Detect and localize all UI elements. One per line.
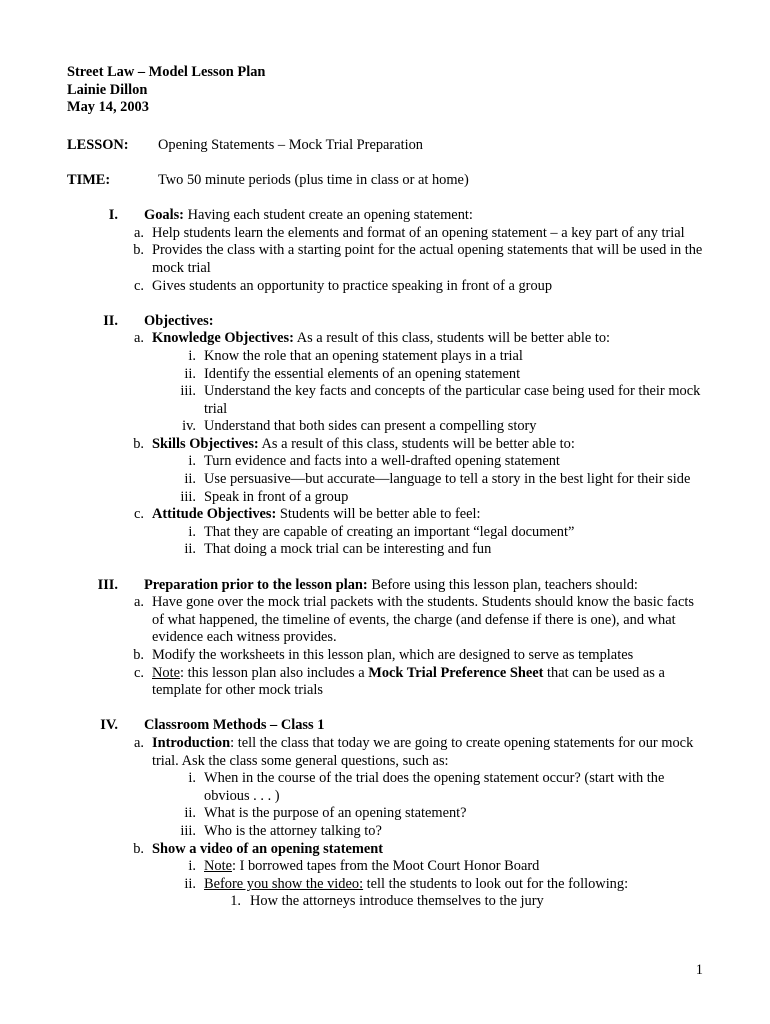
sub-list-item (67, 453, 703, 471)
time-label: TIME: (67, 171, 111, 188)
time-row (67, 172, 703, 190)
list-item (67, 330, 703, 348)
header-author-line: Lainie Dillon (67, 81, 148, 98)
section-lead-rest: Before using this lesson plan, teachers should: (367, 576, 638, 593)
sub-sub-list-item-text: How the attorneys introduce themselves to the jury (250, 893, 544, 910)
sub-list-marker: i. (188, 523, 196, 540)
sub-list-item (67, 805, 703, 823)
section-heading-text (144, 313, 703, 331)
list-item-bold-lead: Skills Objectives: (152, 435, 259, 452)
list-item-text (152, 665, 703, 700)
page-number: 1 (695, 962, 703, 978)
sub-list-marker: iii. (180, 383, 196, 400)
list-marker: b. (133, 435, 144, 452)
list-item (67, 278, 703, 296)
list-item (67, 594, 703, 647)
sub-list-marker: ii. (184, 365, 196, 382)
list-item-bold-lead: Show a video of an opening statement (152, 840, 384, 857)
list-item-rest: : tell the class that today we are going to create opening statements for our mock trial. Ask the class some general questions, such as: (152, 734, 694, 769)
sub-list-item-text: When in the course of the trial does the opening statement occur? (start with the obvious . . . ) (204, 770, 665, 804)
sub-list-item-text: What is the purpose of an opening statement? (204, 805, 467, 822)
sub-list-marker: ii. (184, 805, 196, 822)
sub-list-item-text: That they are capable of creating an important “legal document” (204, 523, 575, 540)
list-item-rest: Students will be better able to feel: (276, 506, 481, 523)
list-item-note (67, 665, 703, 700)
sub-list-marker: i. (188, 770, 196, 787)
document-header (67, 64, 703, 117)
section-marker: II. (103, 312, 118, 329)
list-item-text (152, 330, 703, 348)
sub-list-marker: iii. (180, 822, 196, 839)
section-lead-bold: Classroom Methods – Class 1 (144, 717, 325, 734)
list-marker: b. (133, 840, 144, 857)
section-lead-bold: Preparation prior to the lesson plan: (144, 576, 368, 593)
list-marker: a. (134, 734, 144, 751)
sub-list-marker: i. (188, 858, 196, 875)
list-item-text (152, 735, 703, 770)
list-item-bold-lead: Knowledge Objectives: (152, 330, 294, 347)
sub-list-item (67, 348, 703, 366)
list-item-text (152, 436, 703, 454)
section-lead-bold: Objectives: (144, 312, 214, 329)
list-marker: a. (134, 594, 144, 611)
preference-sheet-bold: Mock Trial Preference Sheet (368, 664, 544, 681)
before-video-underline: Before you show the video: (204, 875, 364, 892)
sub-list-item (67, 770, 703, 805)
header-date-line: May 14, 2003 (67, 99, 149, 116)
time-value: Two 50 minute periods (plus time in class or at home) (158, 171, 469, 188)
list-item-text (152, 506, 703, 524)
sub-list-marker: ii. (184, 875, 196, 892)
spacer (67, 117, 703, 137)
sub-list-item-text: That doing a mock trial can be interesting and fun (204, 541, 492, 558)
sub-list-item (67, 524, 703, 542)
document-content (67, 64, 703, 911)
spacer (67, 295, 703, 313)
list-item-text (152, 841, 703, 859)
list-marker: b. (133, 647, 144, 663)
list-item-rest: As a result of this class, students will be better able to: (293, 330, 611, 347)
sub-list-item (67, 471, 703, 489)
note-underline: Note (152, 664, 180, 681)
section-marker: III. (97, 576, 118, 593)
list-marker: c. (134, 277, 144, 294)
list-item (67, 242, 703, 277)
section-lead-rest: Having each student create an opening statement: (183, 207, 473, 224)
sub-list-marker: ii. (184, 471, 196, 488)
section-heading-3 (67, 577, 703, 595)
spacer (67, 154, 703, 172)
section-heading-text (144, 577, 703, 595)
sub-list-marker: ii. (184, 541, 196, 558)
section-heading-4 (67, 717, 703, 735)
note-tail: that can be used as a template for other mock trials (152, 664, 665, 699)
section-heading-2 (67, 313, 703, 331)
sub-list-item-text: Identify the essential elements of an opening statement (204, 365, 521, 382)
note-rest: : I borrowed tapes from the Moot Court Honor Board (231, 858, 540, 875)
sub-list-item-text: Know the role that an opening statement plays in a trial (204, 347, 523, 364)
list-marker: a. (134, 224, 144, 241)
note-underline: Note (204, 858, 232, 875)
before-video-rest: tell the students to look out for the following: (363, 875, 629, 892)
section-lead-bold: Goals: (144, 207, 184, 224)
list-item-text: Provides the class with a starting point for the actual opening statements that will be used in the mock trial (152, 242, 703, 276)
sub-list-item (67, 823, 703, 841)
header-title-line: Street Law – Model Lesson Plan (67, 64, 266, 80)
sub-list-item-text: Speak in front of a group (204, 488, 349, 505)
list-item-bold-lead: Introduction (152, 734, 231, 751)
lesson-row (67, 137, 703, 155)
sub-list-item (67, 489, 703, 507)
list-item-text: Have gone over the mock trial packets with the students. Students should know the basic facts of what happened, the timeline of events, the charge (and defense if there is one), and what evidence each witness provides. (152, 594, 694, 646)
spacer (67, 700, 703, 718)
sub-list-item (67, 418, 703, 436)
sub-list-item-text: Use persuasive—but accurate—language to tell a story in the best light for their side (204, 471, 691, 488)
list-marker: c. (134, 506, 144, 523)
section-heading-1 (67, 207, 703, 225)
list-marker: b. (133, 242, 144, 259)
sub-list-marker: i. (188, 347, 196, 364)
list-item-text: Modify the worksheets in this lesson plan, which are designed to serve as templates (152, 647, 634, 663)
section-heading-text (144, 717, 703, 735)
sub-list-item-text: Who is the attorney talking to? (204, 822, 382, 839)
section-marker: I. (108, 207, 118, 224)
list-item (67, 735, 703, 770)
list-marker: c. (134, 664, 144, 681)
sub-list-item (67, 366, 703, 384)
list-item (67, 436, 703, 454)
list-item-text: Gives students an opportunity to practice speaking in front of a group (152, 277, 553, 294)
sub-sub-list-item (67, 893, 703, 911)
lesson-value: Opening Statements – Mock Trial Preparation (158, 136, 423, 153)
lesson-label: LESSON: (67, 136, 129, 153)
sub-list-item-text: Understand the key facts and concepts of the particular case being used for their mock trial (204, 383, 701, 417)
list-item-rest: As a result of this class, students will be better able to: (258, 435, 575, 452)
sub-list-item-text (204, 858, 703, 876)
note-mid: : this lesson plan also includes a (179, 664, 369, 681)
sub-list-item-text (204, 876, 703, 894)
sub-list-marker: iii. (180, 488, 196, 505)
list-item (67, 841, 703, 859)
list-item-text: Help students learn the elements and format of an opening statement – a key part of any trial (152, 224, 685, 241)
sub-list-item (67, 383, 703, 418)
list-item (67, 506, 703, 524)
sub-list-marker: iv. (182, 418, 196, 435)
sub-sub-list-marker: 1. (230, 893, 241, 910)
sub-list-marker: i. (188, 453, 196, 470)
sub-list-item-text: Turn evidence and facts into a well-drafted opening statement (204, 453, 560, 470)
sub-list-item-text: Understand that both sides can present a compelling story (204, 418, 537, 435)
spacer (67, 559, 703, 577)
list-item (67, 225, 703, 243)
list-marker: a. (134, 330, 144, 347)
list-item (67, 647, 703, 665)
section-heading-text (144, 207, 703, 225)
sub-list-item-before-video (67, 876, 703, 894)
sub-list-item (67, 541, 703, 559)
section-marker: IV. (100, 717, 118, 734)
spacer (67, 190, 703, 208)
sub-list-item-note (67, 858, 703, 876)
list-item-bold-lead: Attitude Objectives: (152, 506, 277, 523)
